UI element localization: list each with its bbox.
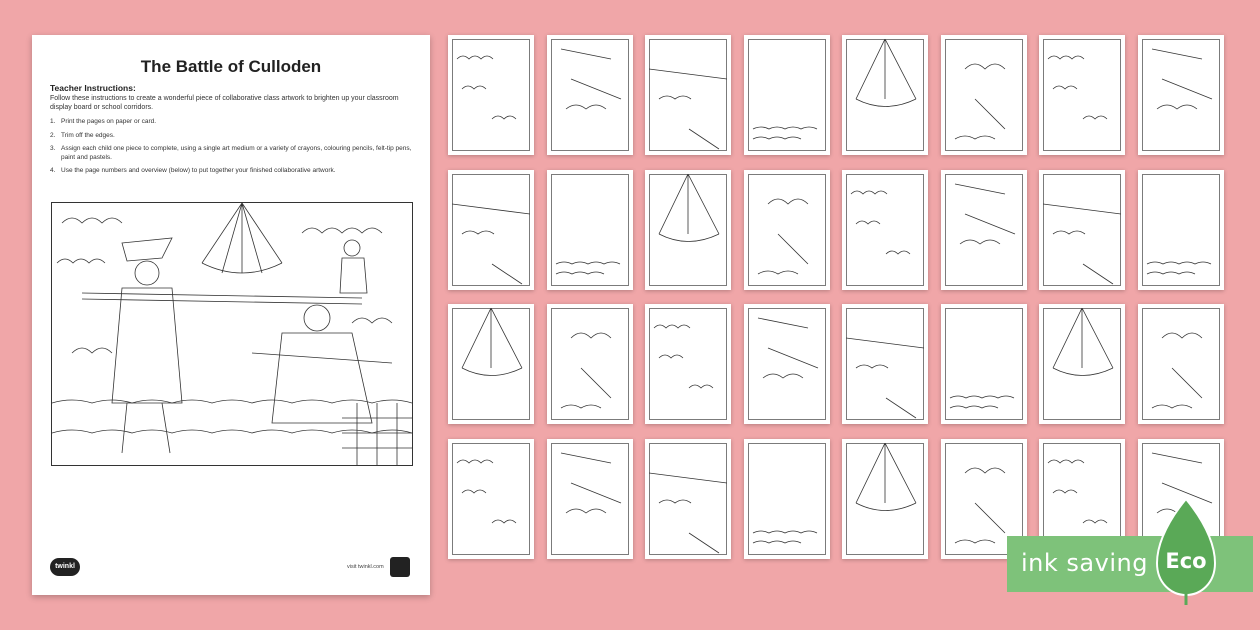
coloring-page-tile	[1138, 304, 1224, 424]
coloring-page-tile	[645, 304, 731, 424]
coloring-page-tile	[842, 439, 928, 559]
coloring-page-tile	[1039, 35, 1125, 155]
coloring-page-tile	[1138, 170, 1224, 290]
instruction-step: 3. Assign each child one piece to complete, using a single art medium or a variety of crayons, colouring pencils, felt-tip pens, paint and pastels.	[50, 145, 412, 161]
page-title: The Battle of Culloden	[140, 57, 322, 76]
tile-line-art	[649, 308, 727, 420]
footer-badge-icon	[390, 557, 410, 577]
tile-line-art	[1142, 174, 1220, 286]
coloring-page-tile	[645, 439, 731, 559]
tile-line-art	[452, 443, 530, 555]
tile-line-art	[551, 39, 629, 151]
coloring-page-tile	[448, 304, 534, 424]
tile-line-art	[846, 174, 924, 286]
instructions-intro: Follow these instructions to create a wonderful piece of collaborative class artwork to brighten up your classroom display board or school corridors.	[50, 95, 399, 111]
tile-line-art	[945, 174, 1023, 286]
coloring-page-tile	[547, 439, 633, 559]
tile-line-art	[1043, 39, 1121, 151]
tile-line-art	[1142, 308, 1220, 420]
tile-line-art	[452, 174, 530, 286]
coloring-page-tile	[744, 439, 830, 559]
tile-line-art	[452, 308, 530, 420]
tile-line-art	[846, 39, 924, 151]
tile-line-art	[649, 174, 727, 286]
footer-url: visit twinkl.com	[347, 564, 384, 570]
coloring-page-tile	[941, 170, 1027, 290]
coloring-page-tile	[941, 35, 1027, 155]
tile-line-art	[748, 308, 826, 420]
tile-line-art	[1043, 308, 1121, 420]
tile-line-art	[551, 174, 629, 286]
coloring-page-tile	[941, 304, 1027, 424]
instruction-step: 4. Use the page numbers and overview (below) to put together your finished collaborative artwork.	[50, 167, 336, 174]
coloring-page-tile	[1039, 304, 1125, 424]
coloring-page-tile	[645, 170, 731, 290]
coloring-page-tile	[1039, 170, 1125, 290]
tile-line-art	[945, 308, 1023, 420]
coloring-page-tile	[744, 170, 830, 290]
coloring-page-tile	[842, 170, 928, 290]
tile-line-art	[846, 443, 924, 555]
ink-saving-label: ink saving	[1021, 549, 1148, 577]
tile-line-art	[1142, 39, 1220, 151]
coloring-page-tile	[842, 304, 928, 424]
coloring-page-tile	[744, 35, 830, 155]
coloring-page-tile	[448, 35, 534, 155]
coloring-page-tile	[645, 35, 731, 155]
tile-line-art	[748, 39, 826, 151]
tile-line-art	[551, 443, 629, 555]
instruction-step: 2. Trim off the edges.	[50, 131, 115, 139]
coloring-page-tile	[547, 304, 633, 424]
twinkl-logo: twinkl	[50, 558, 80, 576]
instruction-step: 1. Print the pages on paper or card.	[50, 118, 157, 125]
coloring-page-tile	[448, 170, 534, 290]
tile-line-art	[945, 39, 1023, 151]
coloring-page-tile	[547, 35, 633, 155]
overview-coloring-illustration	[51, 202, 413, 466]
instruction-steps	[50, 118, 412, 181]
tile-line-art	[846, 308, 924, 420]
tile-line-art	[748, 174, 826, 286]
tile-line-art	[452, 39, 530, 151]
eco-badge-label: Eco	[1165, 549, 1207, 573]
worksheet-cover-page	[32, 35, 430, 595]
coloring-page-tile	[842, 35, 928, 155]
coloring-page-tile	[1138, 35, 1224, 155]
tile-line-art	[649, 39, 727, 151]
coloring-page-tile	[448, 439, 534, 559]
tile-line-art	[748, 443, 826, 555]
coloring-page-tile	[744, 304, 830, 424]
tile-line-art	[649, 443, 727, 555]
tile-line-art	[1043, 174, 1121, 286]
tile-line-art	[551, 308, 629, 420]
coloring-page-tile	[547, 170, 633, 290]
teacher-instructions-heading: Teacher Instructions:	[50, 83, 136, 93]
